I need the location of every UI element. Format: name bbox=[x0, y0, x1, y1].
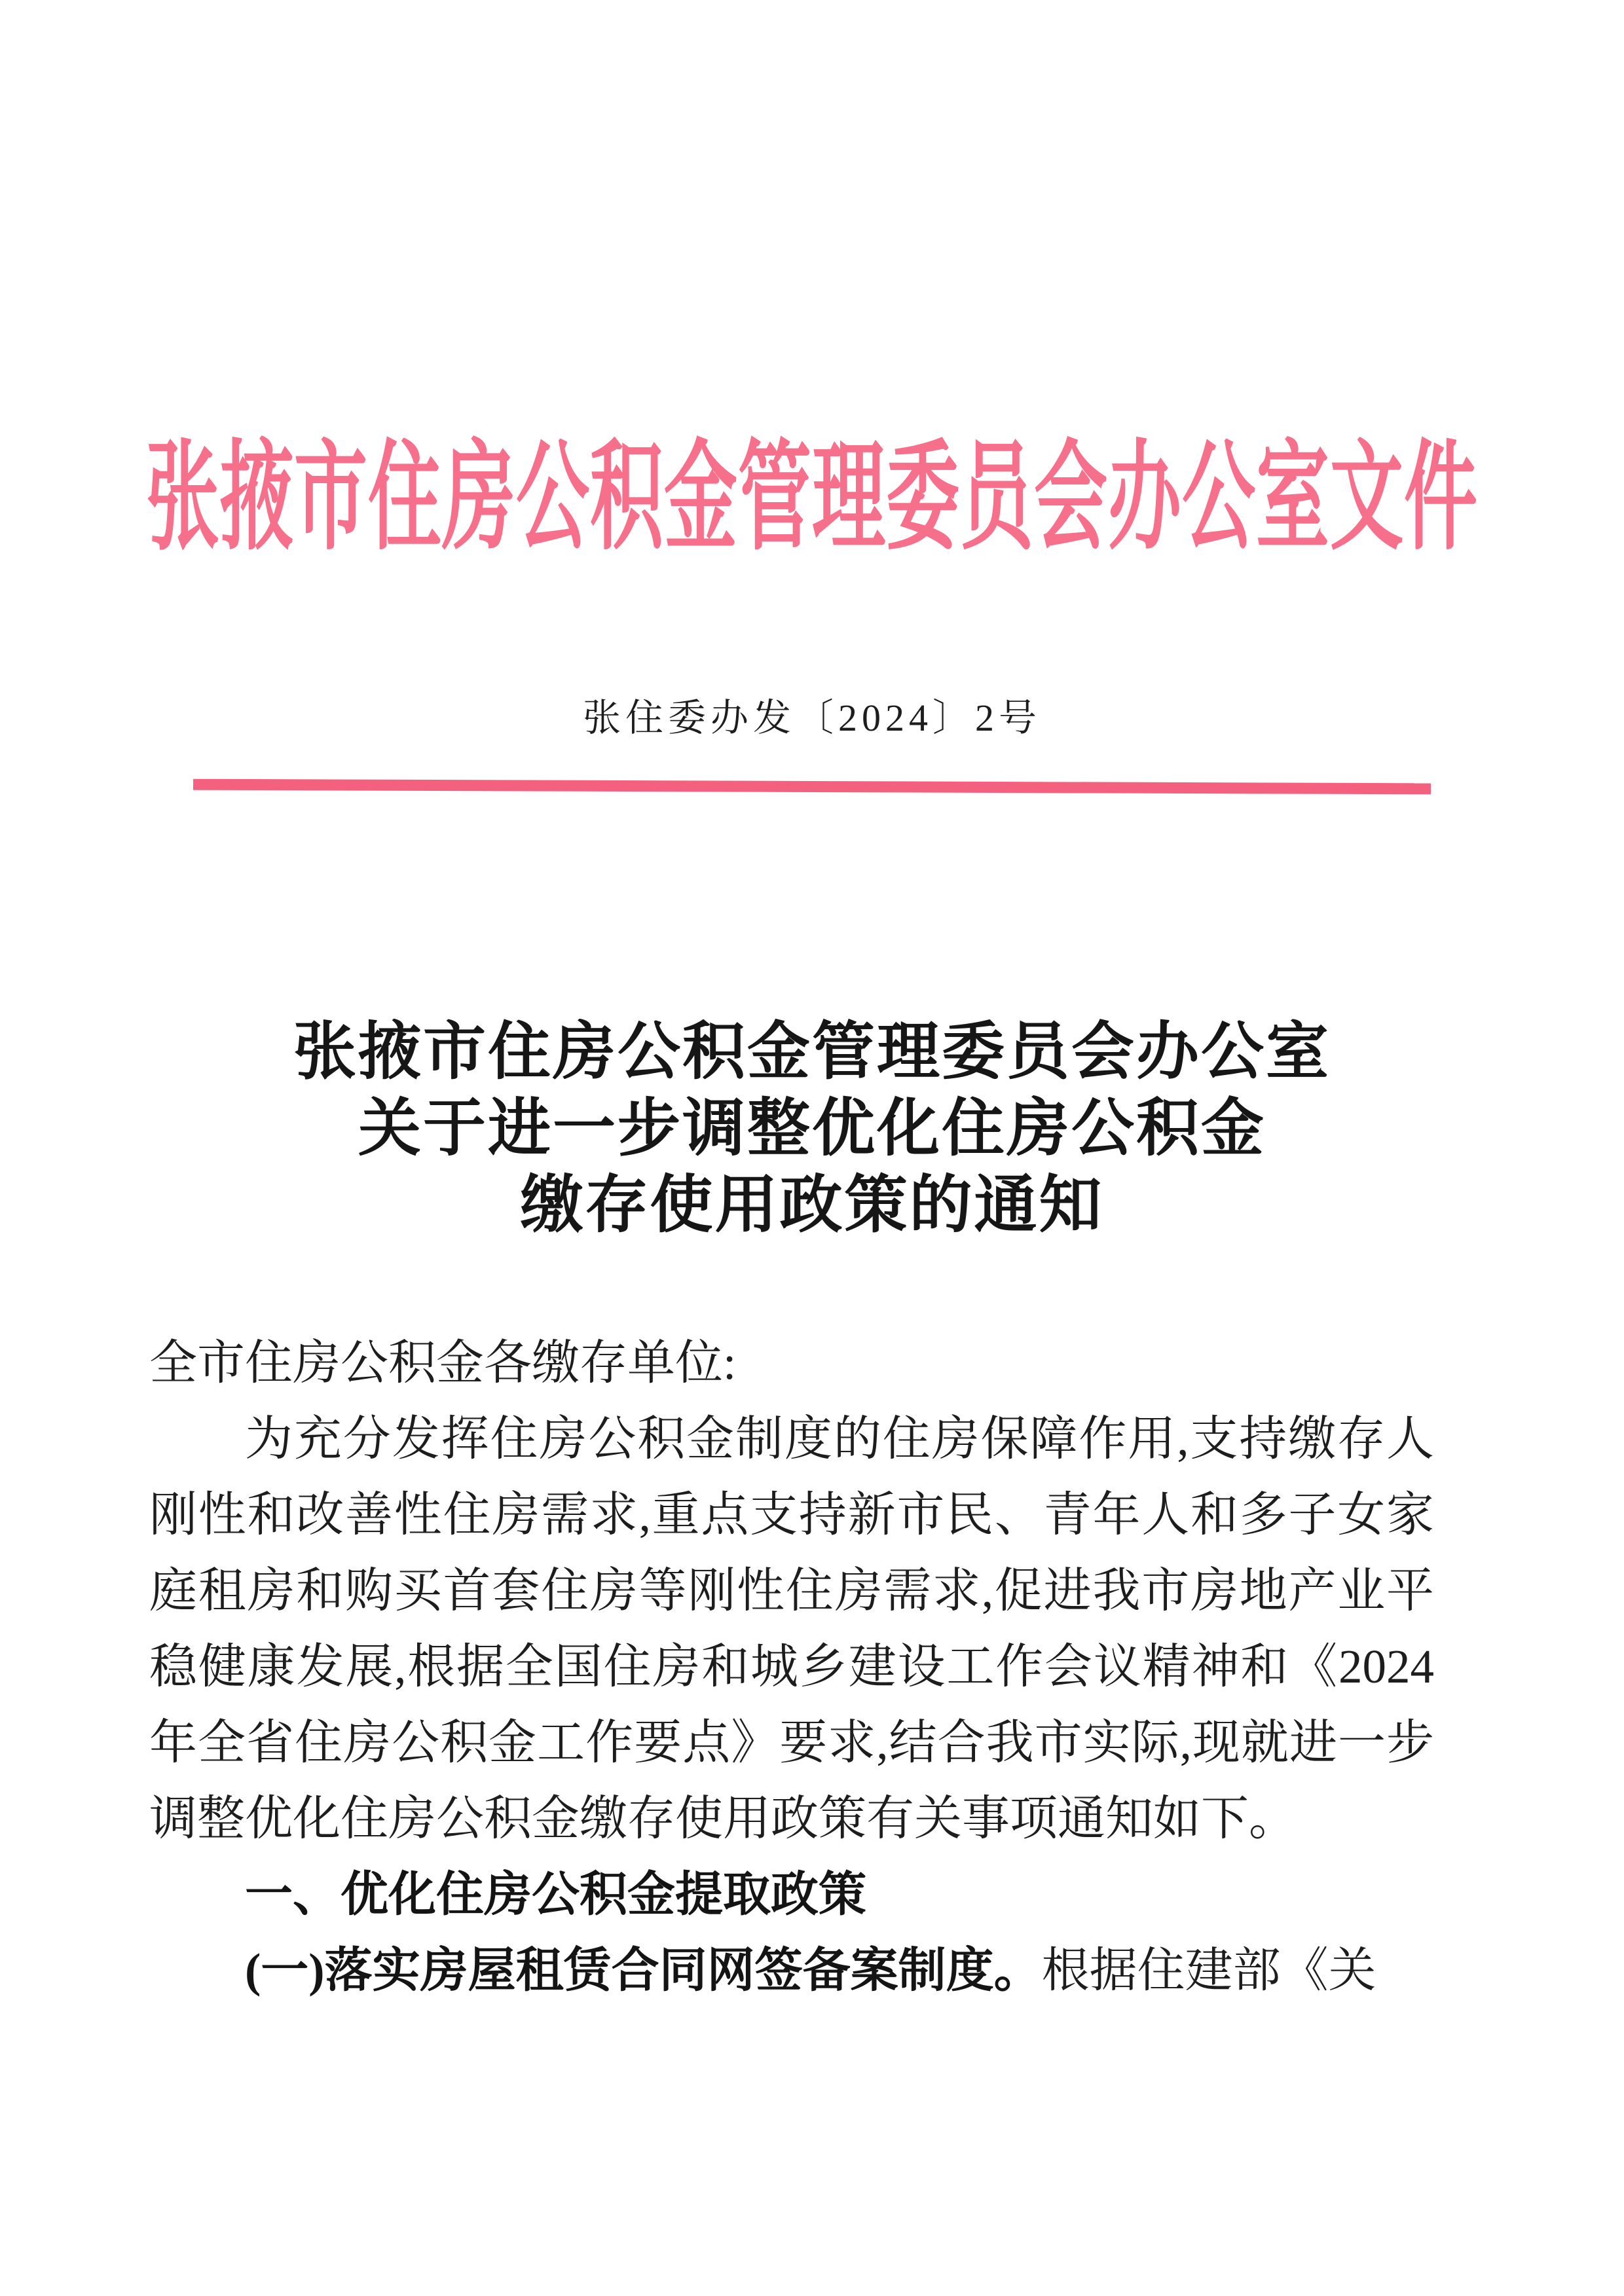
item-1-continuation: 根据住建部《关 bbox=[1041, 1944, 1376, 1997]
agency-banner-title: 张掖市住房公积金管理委员会办公室文件 bbox=[146, 433, 1478, 565]
agency-banner bbox=[0, 433, 1624, 581]
document-title-line-2: 关于进一步调整优化住房公积金 bbox=[358, 1093, 1266, 1163]
document-title-line-1: 张掖市住房公积金管理委员会办公室 bbox=[293, 1017, 1331, 1087]
document-number: 张住委办发〔2024〕2号 bbox=[582, 697, 1041, 739]
document-body bbox=[149, 1325, 1434, 2009]
section-1-heading: 一、优化住房公积金提取政策 bbox=[245, 1868, 866, 1921]
salutation-line: 全市住房公积金各缴存单位: bbox=[149, 1336, 737, 1389]
item-1-paragraph bbox=[149, 1933, 1434, 2009]
document-title bbox=[0, 1013, 1624, 1243]
item-1-bold-lead: (一)落实房屋租赁合同网签备案制度。 bbox=[245, 1944, 1042, 1997]
document-title-line-3: 缴存使用政策的通知 bbox=[520, 1170, 1104, 1240]
red-divider-line bbox=[193, 779, 1431, 795]
body-paragraph-1: 为充分发挥住房公积金制度的住房保障作用,支持缴存人刚性和改善性住房需求,重点支持新市民、青年人和多子女家庭租房和购买首套住房等刚性住房需求,促进我市房地产业平稳健康发展,根据全国住房和城乡建设工作会议精神和《2024年全省住房公积金工作要点》要求,结合我市实际,现就进一步调整优化住房公积金缴存使用政策有关事项通知如下。 bbox=[149, 1412, 1434, 1845]
